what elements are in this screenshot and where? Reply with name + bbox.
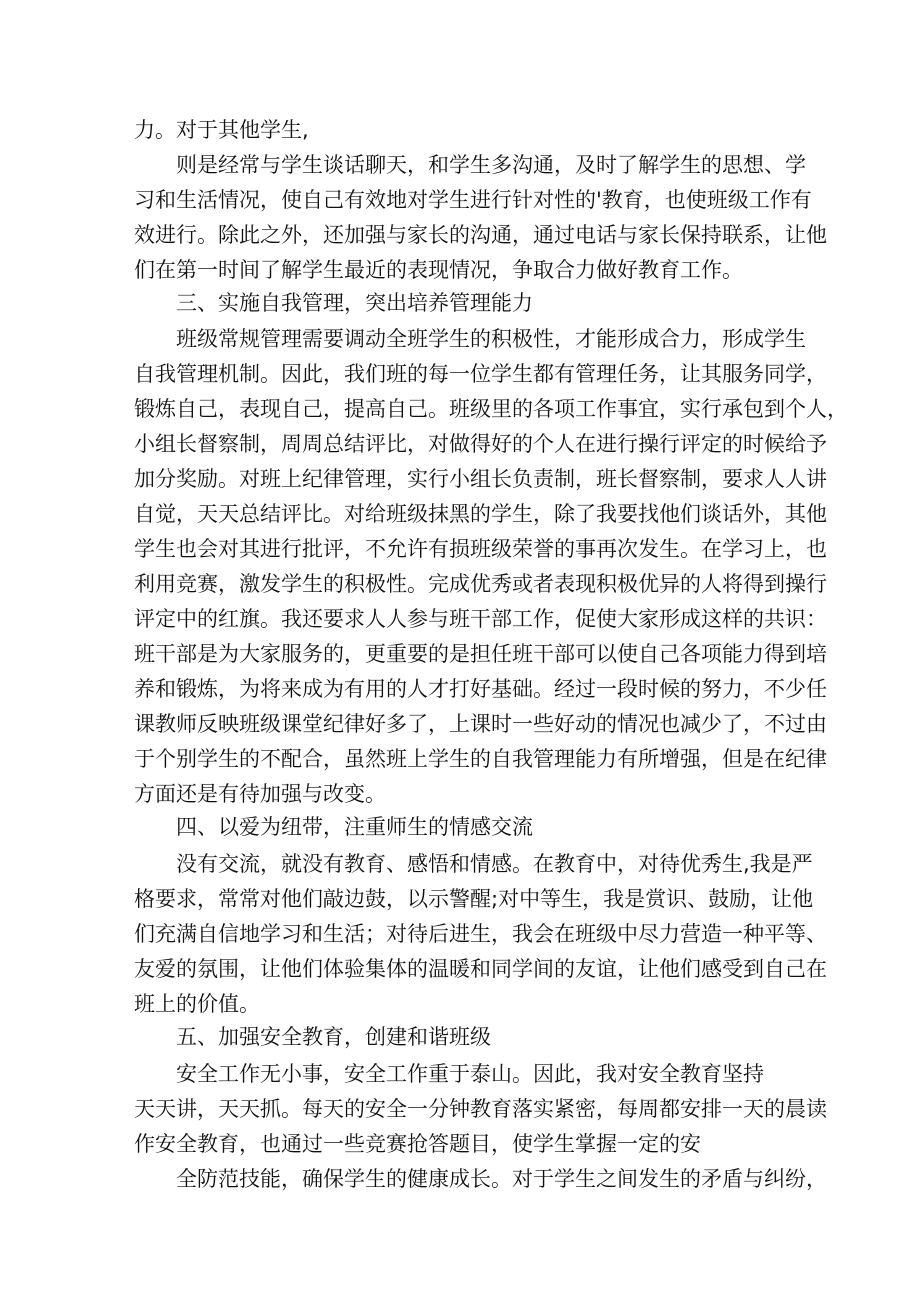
text-line: 加分奖励。对班上纪律管理，实行小组长负责制，班长督察制，要求人人讲 (134, 467, 827, 491)
text-line: 作安全教育，也通过一些竞赛抢答题目，使学生掌握一定的安 (134, 1132, 701, 1156)
text-line: 则是经常与学生谈话聊天，和学生多沟通，及时了解学生的思想、学 (176, 153, 806, 177)
text-line: 小组长督察制，周周总结评比，对做得好的个人在进行操行评定的时候给予 (134, 432, 827, 456)
text-line: 格要求，常常对他们敲边鼓，以示警醒;对中等生，我是赏识、鼓励，让他 (134, 887, 814, 911)
section-heading: 四、以爱为纽带，注重师生的情感交流 (176, 815, 533, 839)
section-heading: 五、加强安全教育，创建和谐班级 (176, 1025, 491, 1049)
text-line: 方面还是有待加强与改变。 (134, 782, 386, 806)
text-line: 没有交流，就没有教育、感悟和情感。在教育中，对待优秀生,我是严 (176, 852, 813, 876)
text-line: 们在第一时间了解学生最近的表现情况，争取合力做好教育工作。 (134, 258, 743, 282)
text-line: 天天讲，天天抓。每天的安全一分钟教育落实紧密，每周都安排一天的晨读 (134, 1097, 827, 1121)
text-line: 习和生活情况，使自己有效地对学生进行针对性的'教育，也使班级工作有 (134, 188, 812, 212)
text-line: 自我管理机制。因此，我们班的每一位学生都有管理任务，让其服务同学， (134, 362, 827, 386)
text-line: 班干部是为大家服务的，更重要的是担任班干部可以使自己各项能力得到培 (134, 642, 827, 666)
text-line: 自觉，天天总结评比。对给班级抹黑的学生，除了我要找他们谈话外，其他 (134, 502, 827, 526)
text-line: 效进行。除此之外，还加强与家长的沟通，通过电话与家长保持联系，让他 (134, 223, 827, 247)
text-line: 评定中的红旗。我还要求人人参与班干部工作，促使大家形成这样的共识： (134, 607, 827, 631)
text-line: 友爱的氛围，让他们体验集体的温暖和同学间的友谊，让他们感受到自己在 (134, 957, 827, 981)
text-line: 养和锻炼，为将来成为有用的人才打好基础。经过一段时候的努力，不少任 (134, 677, 827, 701)
text-line: 于个别学生的不配合，虽然班上学生的自我管理能力有所增强，但是在纪律 (134, 747, 827, 771)
text-line: 安全工作无小事，安全工作重于泰山。因此，我对安全教育坚持 (176, 1062, 764, 1086)
text-line: 们充满自信地学习和生活；对待后进生，我会在班级中尽力营造一种平等、 (134, 922, 827, 946)
text-line: 利用竞赛，激发学生的积极性。完成优秀或者表现积极优异的人将得到操行 (134, 572, 827, 596)
text-line: 学生也会对其进行批评，不允许有损班级荣誉的事再次发生。在学习上，也 (134, 537, 827, 561)
text-line: 全防范技能，确保学生的健康成长。对于学生之间发生的矛盾与纠纷， (176, 1167, 827, 1191)
text-line: 班级常规管理需要调动全班学生的积极性，才能形成合力，形成学生 (176, 327, 806, 351)
text-line: 锻炼自己，表现自己，提高自己。班级里的各项工作事宜，实行承包到个人， (134, 397, 848, 421)
text-line: 课教师反映班级课堂纪律好多了，上课时一些好动的情况也减少了，不过由 (134, 712, 827, 736)
section-heading: 三、实施自我管理，突出培养管理能力 (176, 291, 533, 315)
text-line: 力。对于其他学生, (134, 118, 309, 142)
text-line: 班上的价值。 (134, 992, 260, 1016)
